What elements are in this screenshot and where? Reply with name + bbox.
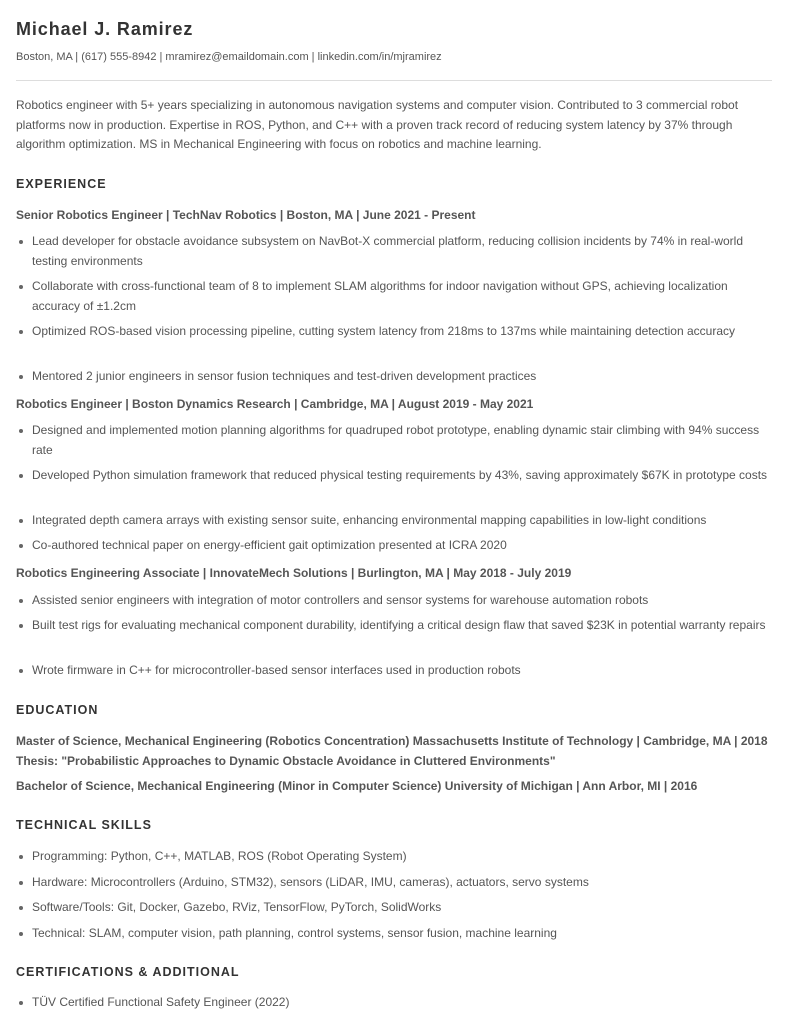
bullet-icon xyxy=(19,881,23,885)
list-item xyxy=(16,993,772,1013)
education-heading: EDUCATION xyxy=(16,703,99,717)
skills-heading: TECHNICAL SKILLS xyxy=(16,818,152,832)
list-item xyxy=(16,591,772,611)
bullet-icon xyxy=(19,429,23,433)
certification-text: TÜV Certified Functional Safety Engineer (2022) xyxy=(32,995,290,1009)
bullet-text: Lead developer for obstacle avoidance subsystem on NavBot-X commercial platform, reducing collision incidents by 74% in real-world testing environments xyxy=(32,234,744,268)
education-entry: Master of Science, Mechanical Engineering (Robotics Concentration) Massachusetts Institute of Technology | Cambridge, MA | 2018 Thesis: "Probabilistic Approaches to Dynamic Obstacle Avoidance in Cluttered Environments" xyxy=(16,734,768,768)
list-item xyxy=(16,322,772,342)
bullet-text: Integrated depth camera arrays with existing sensor suite, enhancing environmental mapping capabilities in low-light conditions xyxy=(32,513,707,527)
list-item xyxy=(16,616,772,636)
job-title: Robotics Engineering Associate | InnovateMech Solutions | Burlington, MA | May 2018 - July 2019 xyxy=(16,566,572,580)
bullet-text: Co-authored technical paper on energy-efficient gait optimization presented at ICRA 2020 xyxy=(32,538,507,552)
candidate-name: Michael J. Ramirez xyxy=(16,19,194,39)
certifications-heading: CERTIFICATIONS & ADDITIONAL xyxy=(16,965,240,979)
bullet-text: Designed and implemented motion planning algorithms for quadruped robot prototype, enabling dynamic stair climbing with 94% success rate xyxy=(32,423,760,457)
bullet-text: Built test rigs for evaluating mechanical component durability, identifying a critical design flaw that saved $23K in potential warranty repairs xyxy=(32,618,766,632)
list-item xyxy=(16,898,772,918)
list-item xyxy=(16,536,772,556)
list-item xyxy=(16,511,772,531)
bullet-icon xyxy=(19,240,23,244)
bullet-icon xyxy=(19,375,23,379)
bullet-text: Developed Python simulation framework that reduced physical testing requirements by 43%, saving approximately $67K in prototype costs xyxy=(32,468,768,482)
experience-heading: EXPERIENCE xyxy=(16,177,107,191)
list-item xyxy=(16,847,772,867)
list-item xyxy=(16,873,772,893)
bullet-icon xyxy=(19,906,23,910)
bullet-icon xyxy=(19,855,23,859)
bullet-icon xyxy=(19,932,23,936)
bullet-icon xyxy=(19,519,23,523)
bullet-text: Collaborate with cross-functional team of 8 to implement SLAM algorithms for indoor navigation without GPS, achieving localization accuracy of ±1.2cm xyxy=(32,279,728,313)
list-item xyxy=(16,277,772,316)
bullet-icon xyxy=(19,1001,23,1005)
bullet-text: Mentored 2 junior engineers in sensor fusion techniques and test-driven development practices xyxy=(32,369,537,383)
contact-line: Boston, MA | (617) 555-8942 | mramirez@emaildomain.com | linkedin.com/in/mjramirez xyxy=(16,51,442,63)
skill-text: Technical: SLAM, computer vision, path planning, control systems, sensor fusion, machine learning xyxy=(32,926,557,940)
job-title: Robotics Engineer | Boston Dynamics Research | Cambridge, MA | August 2019 - May 2021 xyxy=(16,397,534,411)
education-entry: Bachelor of Science, Mechanical Engineering (Minor in Computer Science) University of Michigan | Ann Arbor, MI | 2016 xyxy=(16,779,698,793)
bullet-icon xyxy=(19,285,23,289)
list-item xyxy=(16,466,772,486)
bullet-icon xyxy=(19,474,23,478)
bullet-text: Assisted senior engineers with integration of motor controllers and sensor systems for warehouse automation robots xyxy=(32,593,649,607)
bullet-icon xyxy=(19,599,23,603)
list-item xyxy=(16,661,772,681)
list-item xyxy=(16,367,772,387)
list-item xyxy=(16,232,772,271)
bullet-icon xyxy=(19,624,23,628)
list-item xyxy=(16,924,772,944)
job-title: Senior Robotics Engineer | TechNav Robotics | Boston, MA | June 2021 - Present xyxy=(16,208,476,222)
bullet-text: Optimized ROS-based vision processing pipeline, cutting system latency from 218ms to 137ms while maintaining detection accuracy xyxy=(32,324,735,338)
skill-text: Programming: Python, C++, MATLAB, ROS (Robot Operating System) xyxy=(32,849,407,863)
bullet-icon xyxy=(19,330,23,334)
bullet-icon xyxy=(19,669,23,673)
summary-paragraph: Robotics engineer with 5+ years specializing in autonomous navigation systems and computer vision. Contributed to 3 commercial robot platforms now in production. Expertise in ROS, Python, and C++ with a proven track record of reducing system latency by 37% through algorithm optimization. MS in Mechanical Engineering with focus on robotics and machine learning. xyxy=(16,98,739,151)
bullet-icon xyxy=(19,544,23,548)
list-item xyxy=(16,421,772,460)
bullet-text: Wrote firmware in C++ for microcontroller-based sensor interfaces used in production robots xyxy=(32,663,521,677)
header-divider xyxy=(16,80,772,81)
skill-text: Software/Tools: Git, Docker, Gazebo, RViz, TensorFlow, PyTorch, SolidWorks xyxy=(32,900,442,914)
skill-text: Hardware: Microcontrollers (Arduino, STM32), sensors (LiDAR, IMU, cameras), actuators, servo systems xyxy=(32,875,589,889)
